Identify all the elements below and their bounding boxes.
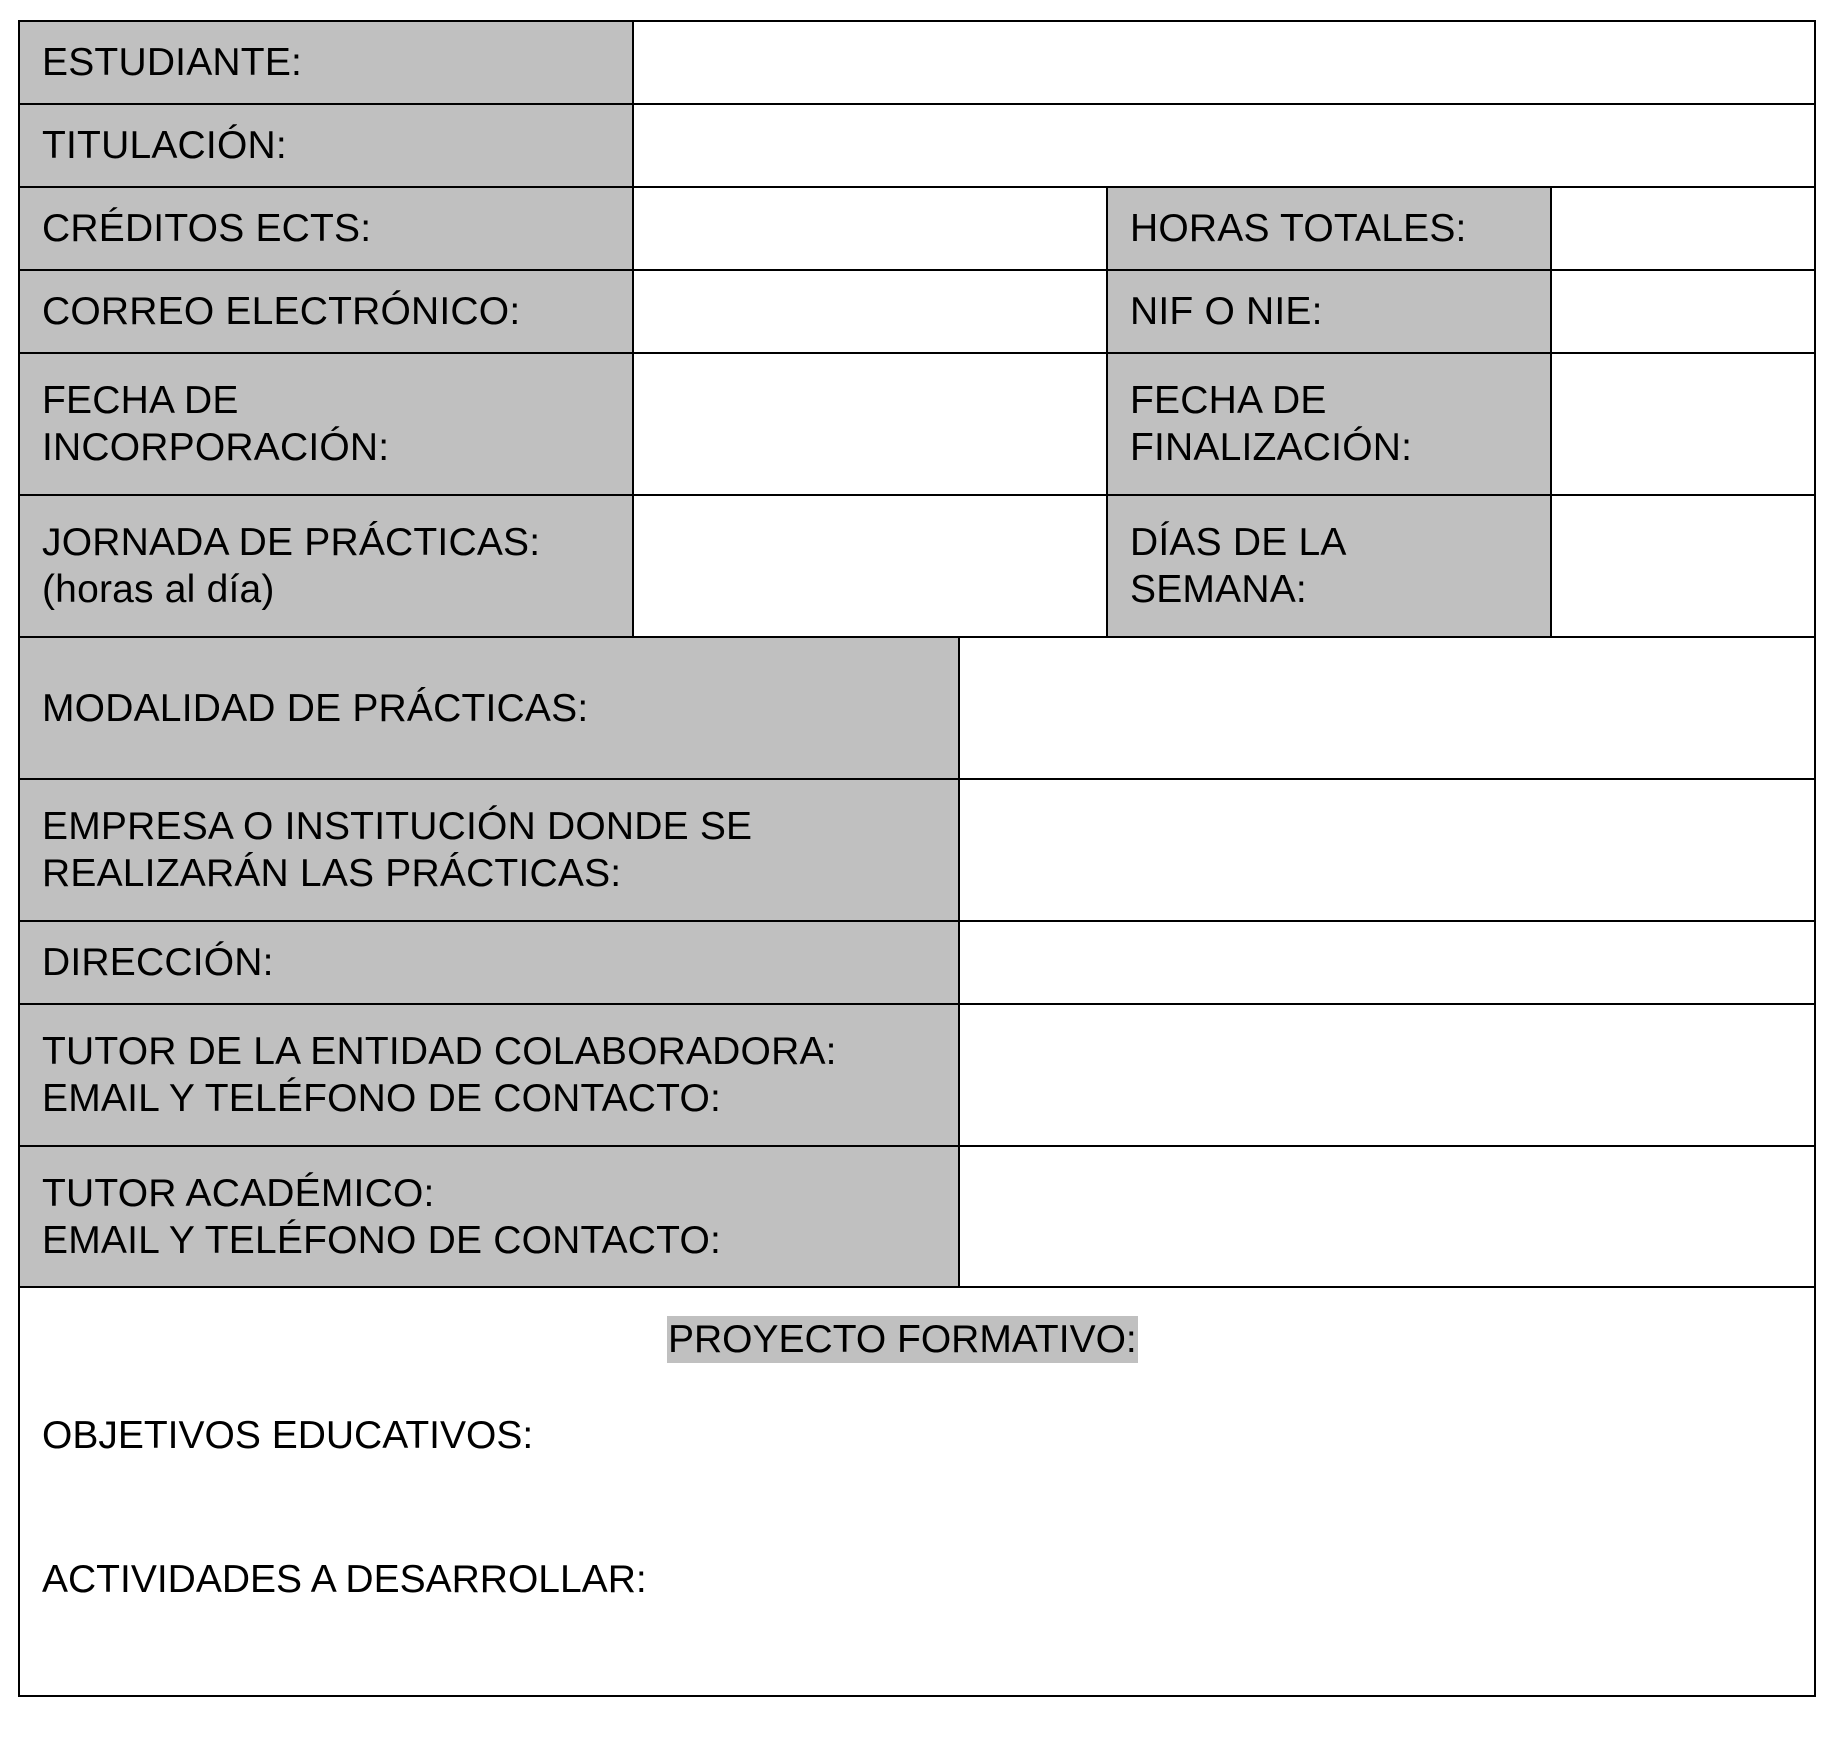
tutor-academico-field[interactable] xyxy=(960,1147,1814,1286)
jornada-field[interactable] xyxy=(634,496,1108,636)
dias-semana-field[interactable] xyxy=(1552,496,1814,636)
estudiante-label: ESTUDIANTE: xyxy=(20,22,634,103)
row-tutor-entidad xyxy=(20,1005,1814,1147)
fecha-finalizacion-label: FECHA DE FINALIZACIÓN: xyxy=(1108,354,1552,494)
correo-field[interactable] xyxy=(634,271,1108,352)
row-fechas xyxy=(20,354,1814,496)
actividades-label: ACTIVIDADES A DESARROLLAR: xyxy=(42,1558,647,1601)
estudiante-field[interactable] xyxy=(634,22,1814,103)
row-direccion xyxy=(20,922,1814,1005)
row-modalidad xyxy=(20,638,1814,780)
row-creditos xyxy=(20,188,1814,271)
row-correo xyxy=(20,271,1814,354)
titulacion-field[interactable] xyxy=(634,105,1814,186)
row-jornada xyxy=(20,496,1814,638)
objetivos-educativos-label: OBJETIVOS EDUCATIVOS: xyxy=(42,1414,534,1457)
direccion-field[interactable] xyxy=(960,922,1814,1003)
creditos-label: CRÉDITOS ECTS: xyxy=(20,188,634,269)
empresa-field[interactable] xyxy=(960,780,1814,920)
proyecto-formativo-section xyxy=(20,1288,1814,1695)
direccion-label: DIRECCIÓN: xyxy=(20,922,960,1003)
dias-semana-label: DÍAS DE LA SEMANA: xyxy=(1108,496,1552,636)
proyecto-formativo-title: PROYECTO FORMATIVO: xyxy=(668,1318,1137,1361)
row-empresa xyxy=(20,780,1814,922)
tutor-entidad-field[interactable] xyxy=(960,1005,1814,1145)
nif-field[interactable] xyxy=(1552,271,1814,352)
modalidad-label: MODALIDAD DE PRÁCTICAS: xyxy=(20,638,960,778)
fecha-incorporacion-field[interactable] xyxy=(634,354,1108,494)
row-estudiante xyxy=(20,22,1814,105)
creditos-field[interactable] xyxy=(634,188,1108,269)
horas-totales-label: HORAS TOTALES: xyxy=(1108,188,1552,269)
horas-totales-field[interactable] xyxy=(1552,188,1814,269)
modalidad-field[interactable] xyxy=(960,638,1814,778)
empresa-label: EMPRESA O INSTITUCIÓN DONDE SE REALIZARÁN LAS PRÁCTICAS: xyxy=(20,780,960,920)
jornada-label: JORNADA DE PRÁCTICAS: (horas al día) xyxy=(20,496,634,636)
row-titulacion xyxy=(20,105,1814,188)
correo-label: CORREO ELECTRÓNICO: xyxy=(20,271,634,352)
titulacion-label: TITULACIÓN: xyxy=(20,105,634,186)
tutor-entidad-label: TUTOR DE LA ENTIDAD COLABORADORA: EMAIL Y TELÉFONO DE CONTACTO: xyxy=(20,1005,960,1145)
row-tutor-academico xyxy=(20,1147,1814,1288)
tutor-academico-label: TUTOR ACADÉMICO: EMAIL Y TELÉFONO DE CONTACTO: xyxy=(20,1147,960,1286)
practicas-form xyxy=(18,20,1816,1697)
fecha-incorporacion-label: FECHA DE INCORPORACIÓN: xyxy=(20,354,634,494)
fecha-finalizacion-field[interactable] xyxy=(1552,354,1814,494)
nif-label: NIF O NIE: xyxy=(1108,271,1552,352)
